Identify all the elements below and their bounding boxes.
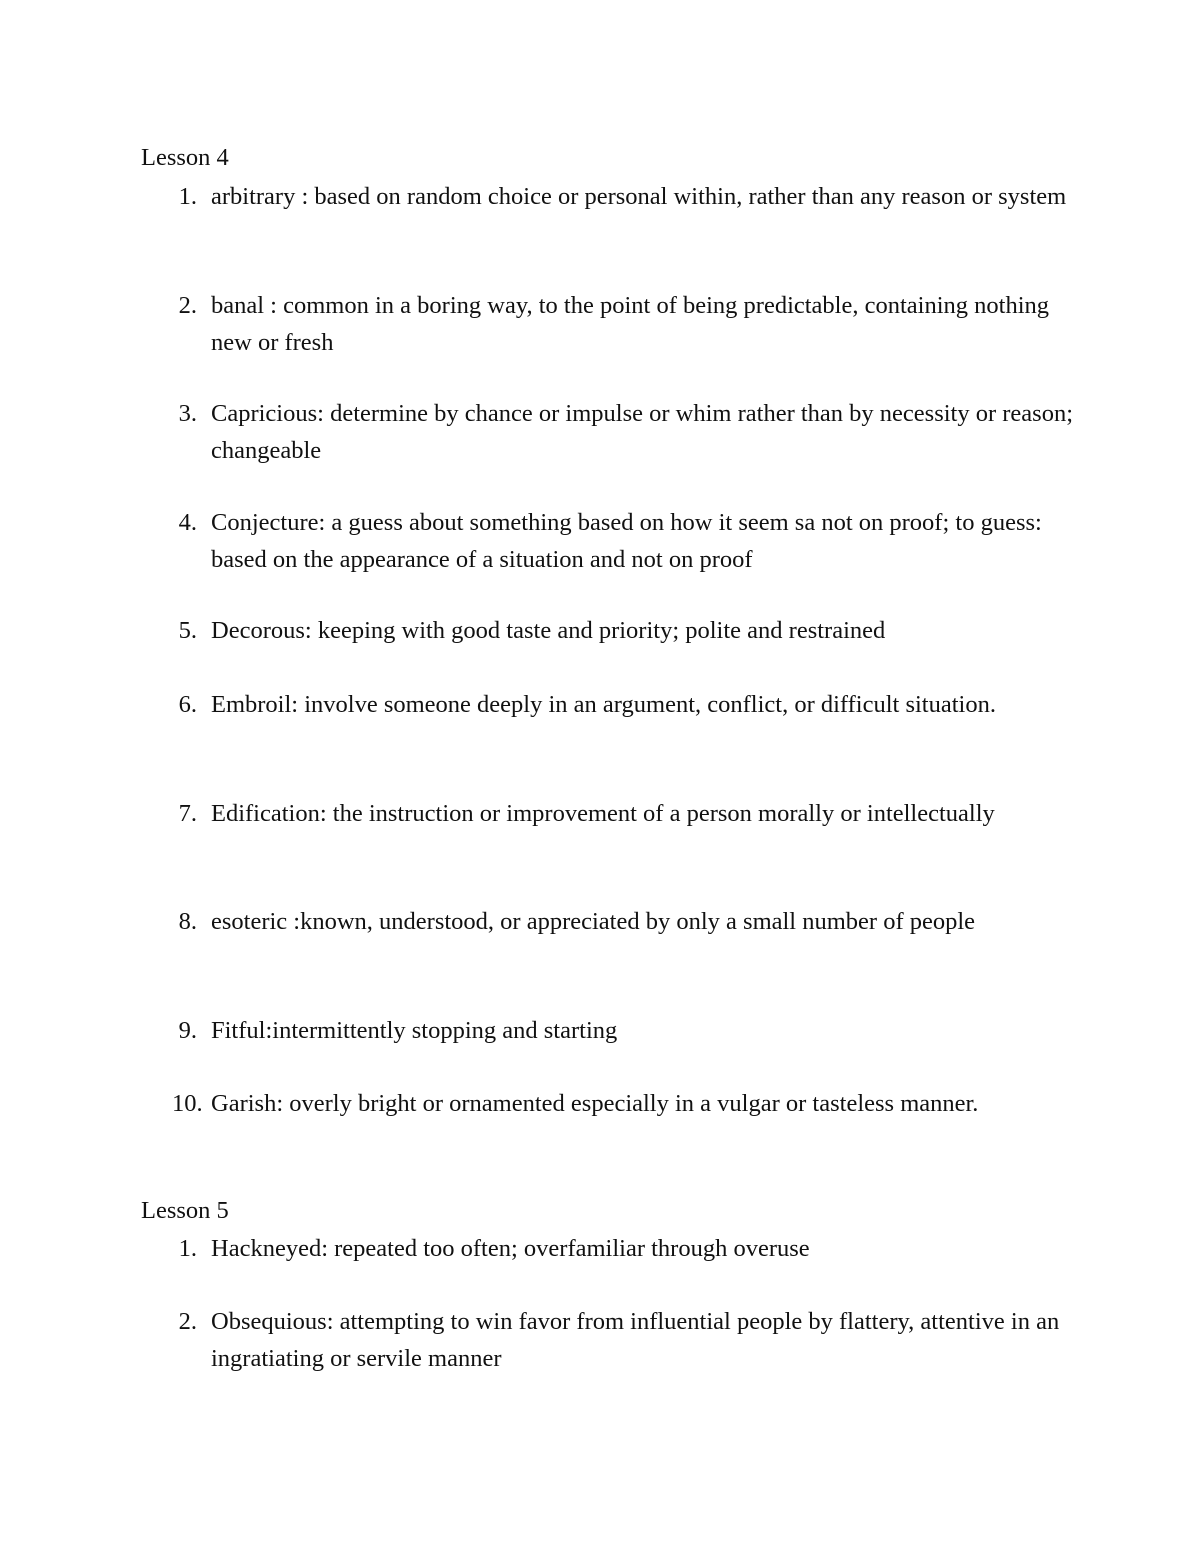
item-number: 2. xyxy=(178,1308,197,1335)
item-definition: Decorous: keeping with good taste and priority; polite and restrained xyxy=(211,617,886,644)
item-definition: arbitrary : based on random choice or personal within, rather than any reason or system xyxy=(211,183,1067,210)
item-definition: Obsequious: attempting to win favor from influential people by flattery, attentive in an ingratiating or servile manner xyxy=(211,1308,1060,1372)
item-number: 6. xyxy=(178,691,197,718)
item-number: 1. xyxy=(178,1235,197,1262)
item-definition: Embroil: involve someone deeply in an argument, conflict, or difficult situation. xyxy=(211,691,996,718)
item-definition: Fitful:intermittently stopping and starting xyxy=(211,1017,618,1044)
item-number: 10. xyxy=(172,1090,203,1117)
item-number: 1. xyxy=(178,183,197,210)
item-definition: banal : common in a boring way, to the point of being predictable, containing nothing new or fresh xyxy=(211,292,1050,356)
item-definition: Hackneyed: repeated too often; overfamiliar through overuse xyxy=(211,1235,810,1262)
item-number: 5. xyxy=(178,617,197,644)
item-number: 7. xyxy=(178,800,197,827)
item-number: 4. xyxy=(178,509,197,536)
item-number: 8. xyxy=(178,908,197,935)
lesson-title: Lesson 5 xyxy=(141,1197,229,1224)
item-definition: Conjecture: a guess about something based on how it seem sa not on proof; to guess: based on the appearance of a situation and not on proof xyxy=(211,509,1042,573)
item-definition: Edification: the instruction or improvement of a person morally or intellectually xyxy=(211,800,995,827)
item-number: 9. xyxy=(178,1017,197,1044)
item-number: 2. xyxy=(178,292,197,319)
item-definition: Garish: overly bright or ornamented especially in a vulgar or tasteless manner. xyxy=(211,1090,979,1117)
item-definition: esoteric :known, understood, or appreciated by only a small number of people xyxy=(211,908,976,935)
lesson-title: Lesson 4 xyxy=(141,144,229,171)
item-definition: Capricious: determine by chance or impulse or whim rather than by necessity or reason; changeable xyxy=(211,400,1073,464)
item-number: 3. xyxy=(178,400,197,427)
